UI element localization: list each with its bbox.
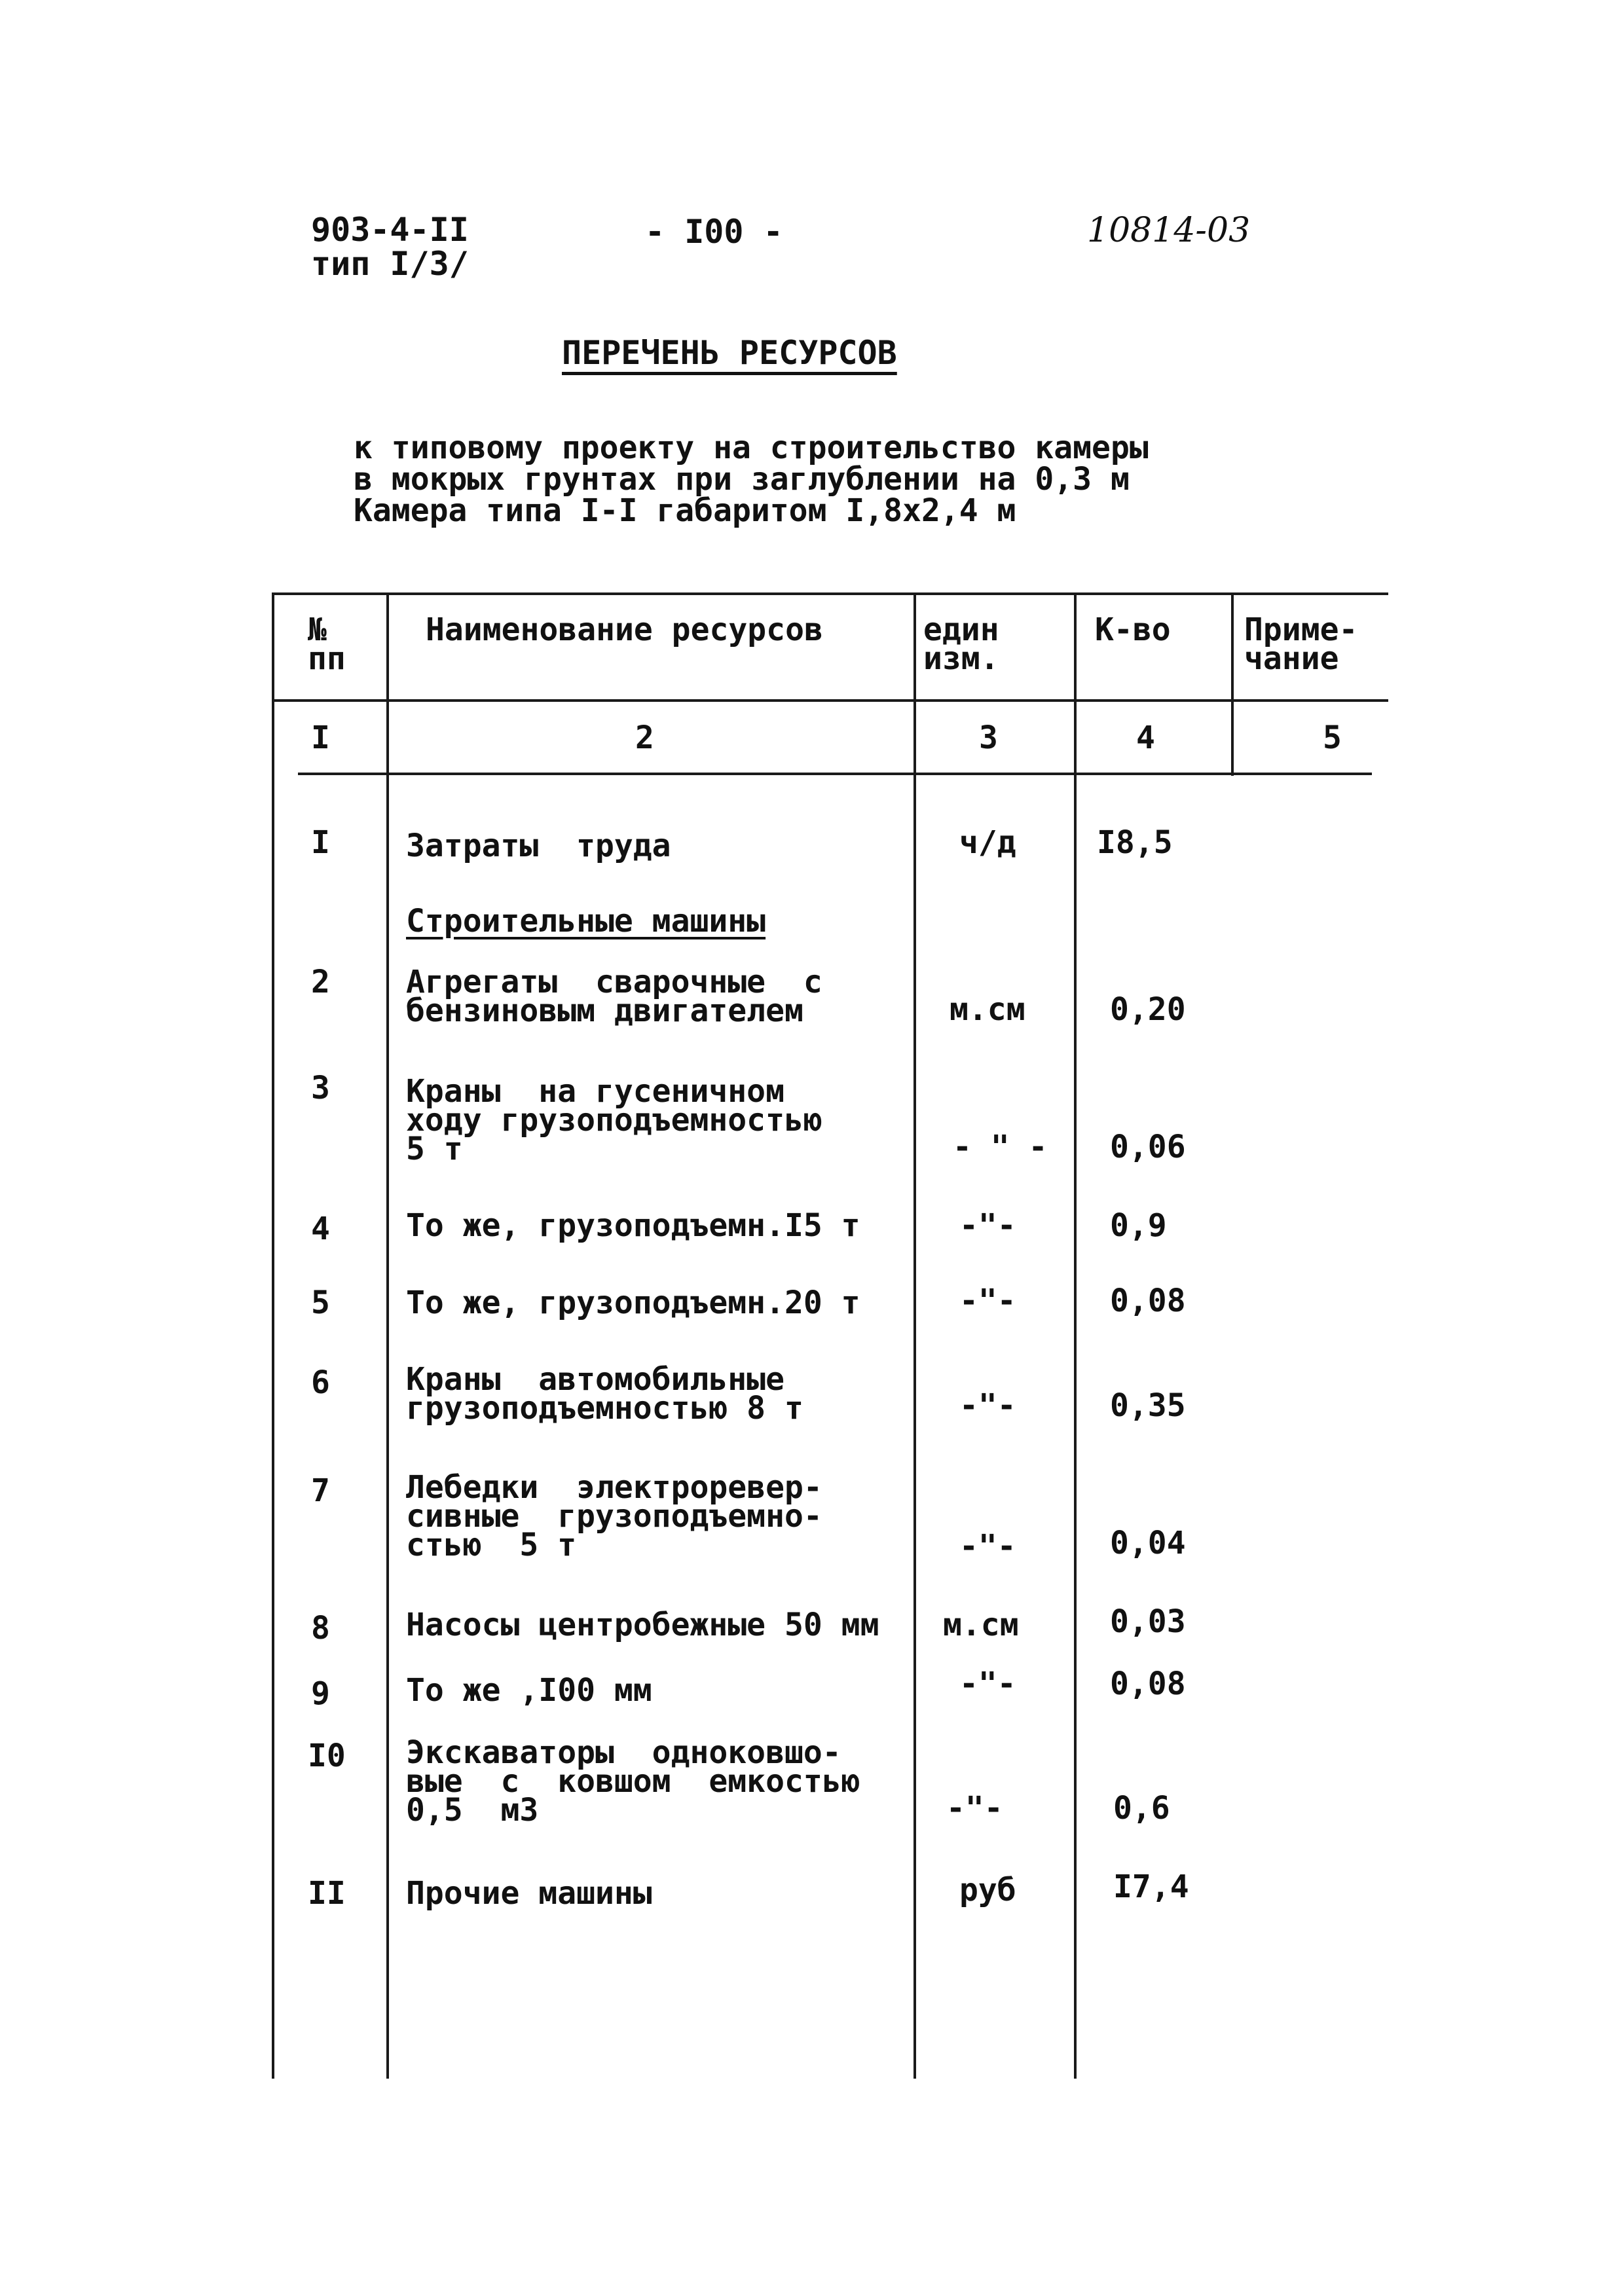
quantity: 0,35 (1110, 1387, 1186, 1424)
unit: ч/д (959, 824, 1016, 861)
resource-name: То же, грузоподъемн.I5 т (406, 1207, 860, 1244)
row-number: I (311, 824, 330, 861)
row-number: 9 (311, 1675, 330, 1712)
inventory-number: 10814-03 (1087, 211, 1251, 250)
page-number: - I00 - (645, 213, 783, 251)
resource-name: Лебедки электроревер- сивные грузоподъемно- стью 5 т (406, 1469, 822, 1563)
column-number: 2 (635, 720, 654, 756)
table-column-number-divider (298, 773, 1372, 775)
column-number: 3 (979, 720, 998, 756)
table-top-border (272, 592, 1388, 595)
resource-name: Экскаваторы одноковшо- вые с ковшом емкостью 0,5 м3 (406, 1734, 860, 1829)
column-number: 4 (1136, 720, 1155, 756)
quantity: 0,04 (1110, 1525, 1186, 1561)
row-number: 8 (311, 1610, 330, 1647)
header-unit: един изм. (923, 611, 999, 677)
quantity: I7,4 (1113, 1868, 1189, 1905)
unit: -"- (959, 1528, 1016, 1565)
resource-name: Прочие машины (406, 1875, 652, 1912)
unit: руб (959, 1872, 1016, 1908)
unit: м.см (950, 991, 1025, 1028)
unit: -"- (946, 1790, 1003, 1827)
document-code (311, 213, 469, 281)
column-divider (913, 592, 916, 2079)
resource-name: Затраты труда (406, 828, 671, 864)
column-divider (386, 592, 389, 2079)
header-note: Приме- чание (1244, 611, 1358, 677)
row-number: 7 (311, 1472, 330, 1509)
section-heading: Строительные машины (406, 903, 766, 939)
page-title: ПЕРЕЧЕНЬ РЕСУРСОВ (562, 334, 897, 372)
column-divider (1231, 592, 1234, 776)
unit: -"- (959, 1666, 1016, 1702)
row-number: 3 (311, 1070, 330, 1106)
resource-name: Краны автомобильные грузоподъемностью 8 т (406, 1361, 803, 1427)
quantity: 0,03 (1110, 1603, 1186, 1640)
row-number: 2 (311, 964, 330, 1000)
unit: -"- (959, 1387, 1016, 1424)
column-number: I (311, 720, 330, 756)
row-number: 5 (311, 1285, 330, 1321)
header-quantity: К-во (1095, 611, 1171, 648)
row-number: 6 (311, 1364, 330, 1401)
quantity: 0,6 (1113, 1790, 1170, 1827)
quantity: 0,08 (1110, 1283, 1186, 1319)
row-number: I0 (308, 1738, 346, 1774)
column-divider (1074, 592, 1077, 2079)
resource-name: То же, грузоподъемн.20 т (406, 1285, 860, 1321)
header-number: № пп (308, 611, 346, 677)
quantity: 0,06 (1110, 1129, 1186, 1165)
column-number: 5 (1323, 720, 1342, 756)
unit: - " - (953, 1129, 1048, 1165)
quantity: 0,08 (1110, 1666, 1186, 1702)
row-number: II (308, 1875, 346, 1912)
unit: м.см (943, 1607, 1019, 1643)
document-code-line2: тип I/3/ (311, 245, 469, 283)
header-resource-name: Наименование ресурсов (426, 611, 823, 648)
unit: -"- (959, 1283, 1016, 1319)
document-code-line1: 903-4-II (311, 211, 469, 249)
table-header-divider (272, 699, 1388, 702)
subtitle-line: в мокрых грунтах при заглублении на 0,3 м (354, 461, 1130, 498)
resource-name: Агрегаты сварочные с бензиновым двигателем (406, 964, 822, 1029)
resource-name: То же ,I00 мм (406, 1672, 652, 1709)
quantity: 0,9 (1110, 1207, 1167, 1244)
quantity: I8,5 (1097, 824, 1173, 861)
unit: -"- (959, 1207, 1016, 1244)
subtitle-line: Камера типа I-I габаритом I,8x2,4 м (354, 492, 1016, 529)
subtitle-line: к типовому проекту на строительство камеры (354, 429, 1149, 466)
quantity: 0,20 (1110, 991, 1186, 1028)
table-left-border (272, 592, 274, 2079)
resource-name: Краны на гусеничном ходу грузоподъемностью 5 т (406, 1073, 822, 1167)
resource-name: Насосы центробежные 50 мм (406, 1607, 879, 1643)
row-number: 4 (311, 1211, 330, 1247)
subtitle (354, 429, 1149, 529)
